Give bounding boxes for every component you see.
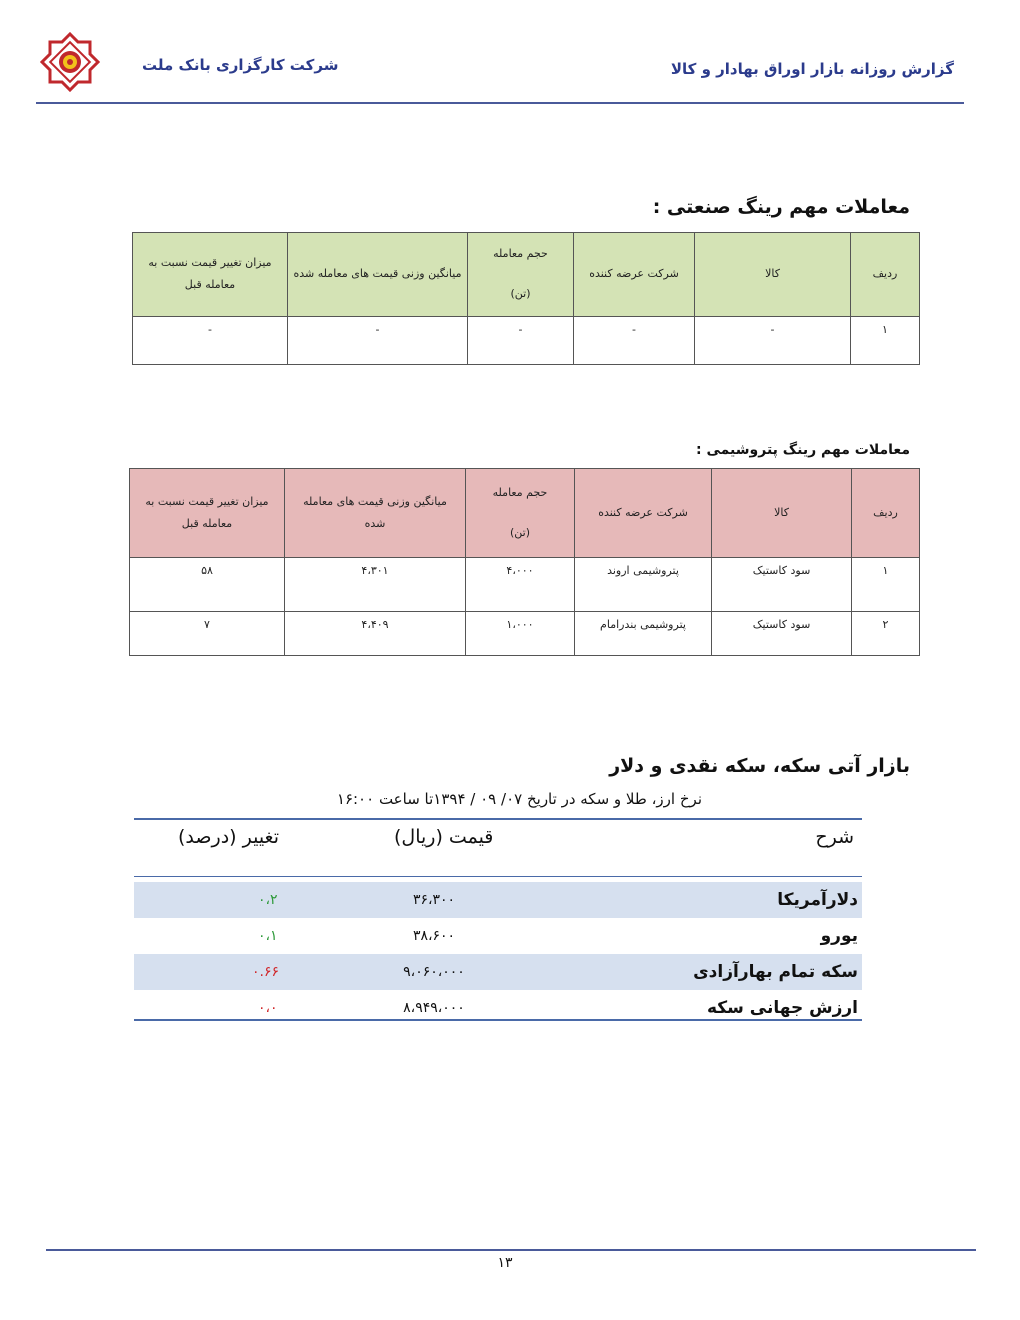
- cell-supplier: -: [574, 317, 695, 365]
- market-price: ۳۶،۳۰۰: [294, 882, 574, 918]
- market-desc: سکه تمام بهارآزادی: [574, 954, 862, 990]
- market-table-header-rule: [134, 876, 862, 877]
- cell-commodity: سود کاستیک: [712, 612, 852, 656]
- market-change: ۰،۰: [258, 1000, 278, 1016]
- cell-row: ۱: [851, 317, 920, 365]
- header-price: قیمت (ریال): [394, 826, 494, 848]
- petrochemical-ring-title: معاملات مهم رینگ پتروشیمی :: [696, 442, 910, 458]
- report-title: گزارش روزانه بازار اوراق بهادار و کالا: [670, 60, 954, 78]
- header-avg-price: میانگین وزنی قیمت های معامله شده: [288, 233, 468, 317]
- cell-supplier: پتروشیمی بندرامام: [575, 612, 712, 656]
- market-price: ۳۸،۶۰۰: [412, 928, 456, 944]
- market-desc: دلارآمریکا: [574, 882, 862, 918]
- petrochemical-ring-table: [129, 468, 920, 656]
- table-row: [130, 612, 920, 656]
- header-supplier: شرکت عرضه کننده: [574, 233, 695, 317]
- header-change: [133, 233, 288, 317]
- cell-change: ۷: [130, 612, 285, 656]
- market-price: ۸،۹۴۹،۰۰۰: [403, 1000, 465, 1016]
- header-volume-line1: حجم معامله: [492, 485, 548, 499]
- market-row: [134, 918, 862, 954]
- bank-logo: [40, 32, 100, 92]
- header-volume-unit: (تن): [509, 525, 531, 539]
- header-change-line1: میزان تغییر قیمت نسبت به: [145, 494, 269, 508]
- header-commodity: کالا: [712, 469, 852, 558]
- market-change: ۰،۲: [134, 882, 294, 918]
- cell-commodity: سود کاستیک: [712, 558, 852, 612]
- market-subtitle: نرخ ارز، طلا و سکه در تاریخ ۰۷/ ۰۹ / ۱۳۹۴تا ساعت ۱۶:۰۰: [336, 790, 702, 808]
- header-volume-unit: (تن): [510, 287, 531, 300]
- header-supplier: شرکت عرضه کننده: [575, 469, 712, 558]
- cell-row: ۲: [852, 612, 920, 656]
- cell-change: ۵۸: [130, 558, 285, 612]
- header-change-line2: معامله قبل: [184, 278, 236, 291]
- header-change: [130, 469, 285, 558]
- cell-volume: ۴،۰۰۰: [466, 558, 575, 612]
- cell-volume: ۱،۰۰۰: [466, 612, 575, 656]
- cell-avg-price: -: [288, 317, 468, 365]
- header-volume: [468, 233, 574, 317]
- market-table: [134, 820, 862, 1026]
- header-volume: [466, 469, 575, 558]
- table-row: [133, 317, 920, 365]
- page-number: ۱۳: [497, 1255, 513, 1271]
- market-row: [134, 882, 862, 918]
- header-commodity: کالا: [695, 233, 851, 317]
- market-row: [134, 954, 862, 990]
- market-price: ۹،۰۶۰،۰۰۰: [294, 954, 574, 990]
- cell-supplier: پتروشیمی اروند: [575, 558, 712, 612]
- header-change-line2: معامله قبل: [181, 516, 233, 530]
- cell-avg-price: ۴،۴۰۹: [285, 612, 466, 656]
- table-header-row: [133, 233, 920, 317]
- market-table-bottom-rule: [134, 1019, 862, 1021]
- industrial-ring-table: [132, 232, 920, 365]
- header-avg-price-line1: میانگین وزنی قیمت های معامله: [303, 494, 447, 508]
- market-desc: یورو: [820, 926, 858, 946]
- cell-row: ۱: [852, 558, 920, 612]
- market-change: ۰،۱: [258, 928, 278, 944]
- table-header-row: [130, 469, 920, 558]
- cell-commodity: -: [695, 317, 851, 365]
- header-volume-line1: حجم معامله: [493, 247, 548, 260]
- header-divider: [36, 102, 964, 104]
- cell-volume: -: [468, 317, 574, 365]
- table-row: [130, 558, 920, 612]
- header-row-number: ردیف: [851, 233, 920, 317]
- market-desc: ارزش جهانی سکه: [706, 998, 858, 1018]
- company-name: شرکت کارگزاری بانک ملت: [142, 56, 339, 74]
- header-change-line1: میزان تغییر قیمت نسبت به: [148, 256, 272, 269]
- cell-change: -: [133, 317, 288, 365]
- market-change: ۰.۶۶: [134, 954, 294, 990]
- header-row-number: ردیف: [852, 469, 920, 558]
- header-avg-price: [285, 469, 466, 558]
- market-header-row: [134, 820, 862, 870]
- industrial-ring-title: معاملات مهم رینگ صنعتی :: [652, 196, 910, 218]
- market-title: بازار آتی سکه، سکه نقدی و دلار: [609, 755, 910, 777]
- header-avg-price-line2: شده: [364, 516, 386, 530]
- footer-divider: [46, 1249, 976, 1251]
- header-desc: شرح: [815, 826, 854, 848]
- header-change: تغییر (درصد): [178, 826, 280, 848]
- cell-avg-price: ۴،۳۰۱: [285, 558, 466, 612]
